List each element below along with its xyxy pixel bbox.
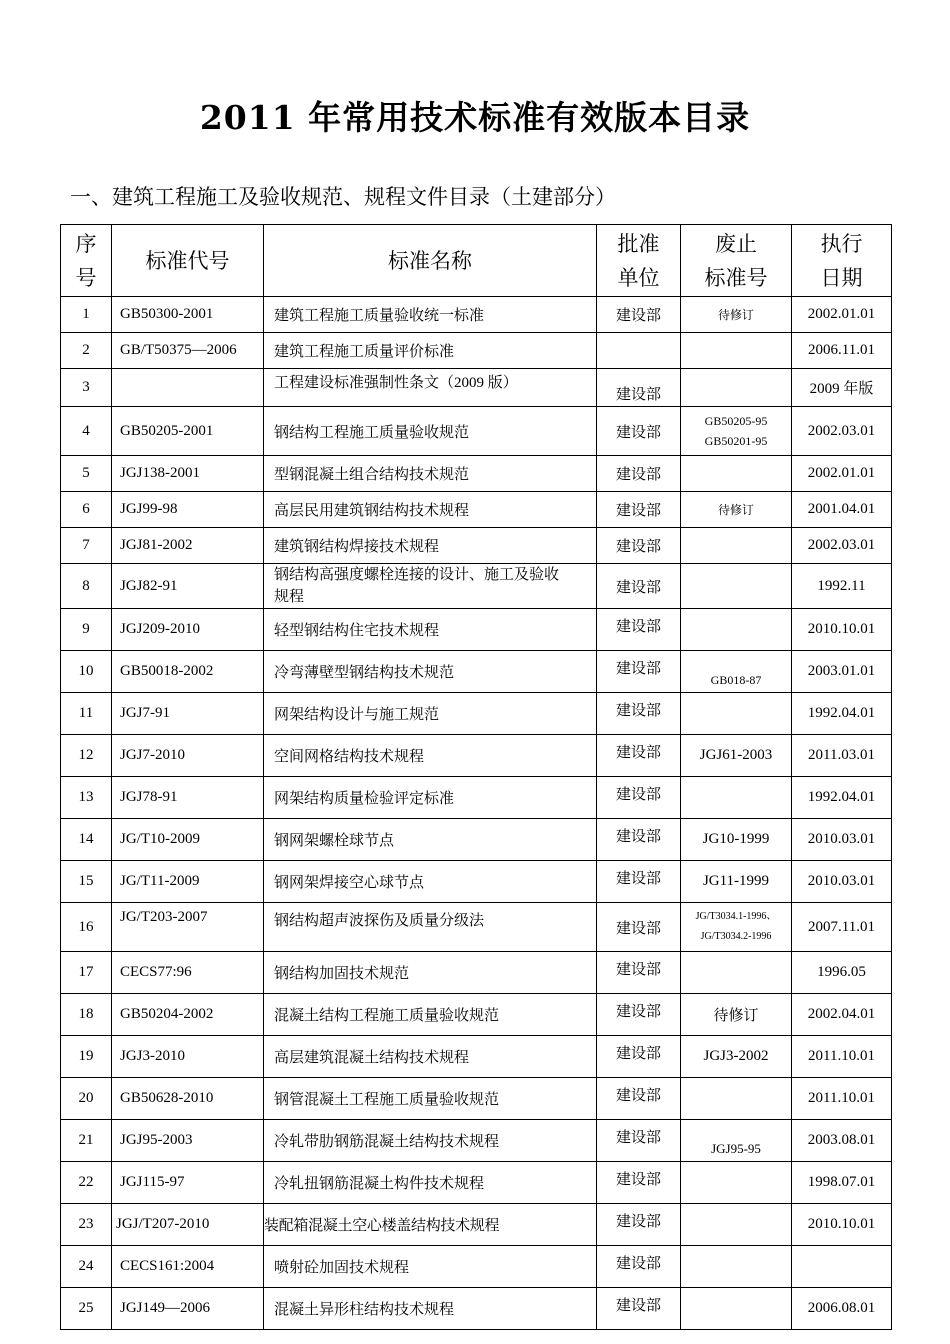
- replaced-standard: [681, 456, 792, 492]
- standard-name: 空间网格结构技术规程: [264, 735, 597, 777]
- standard-code: GB50205-2001: [112, 407, 264, 456]
- effective-date: 2006.08.01: [792, 1288, 892, 1330]
- standard-name: 钢结构超声波探伤及质量分级法: [264, 903, 597, 952]
- approving-unit: 建设部: [597, 1036, 681, 1078]
- standard-name: 混凝土异形柱结构技术规程: [264, 1288, 597, 1330]
- table-row: [61, 1162, 892, 1204]
- approving-unit: 建设部: [597, 861, 681, 903]
- effective-date: 2006.11.01: [792, 333, 892, 369]
- replaced-standard: [681, 1162, 792, 1204]
- approving-unit: 建设部: [597, 651, 681, 693]
- serial-number: 10: [61, 651, 112, 693]
- effective-date: 2011.03.01: [792, 735, 892, 777]
- serial-number: 17: [61, 952, 112, 994]
- effective-date: 2002.01.01: [792, 297, 892, 333]
- effective-date: 2002.04.01: [792, 994, 892, 1036]
- standard-name: 型钢混凝土组合结构技术规范: [264, 456, 597, 492]
- replaced-standard: [681, 369, 792, 407]
- table-header-row: [61, 225, 892, 297]
- table-row: [61, 735, 892, 777]
- section-heading: 一、建筑工程施工及验收规范、规程文件目录（土建部分）: [70, 185, 616, 209]
- standard-name: 钢结构工程施工质量验收规范: [264, 407, 597, 456]
- effective-date: 1992.11: [792, 564, 892, 609]
- standard-code: CECS77:96: [112, 952, 264, 994]
- approving-unit: 建设部: [597, 777, 681, 819]
- standard-code: JGJ209-2010: [112, 609, 264, 651]
- standard-name: 高层建筑混凝土结构技术规程: [264, 1036, 597, 1078]
- replaced-standard: [681, 1246, 792, 1288]
- replaced-standard: GB50205-95 GB50201-95: [681, 407, 792, 456]
- approving-unit: 建设部: [597, 456, 681, 492]
- approving-unit: 建设部: [597, 1120, 681, 1162]
- serial-number: 3: [61, 369, 112, 407]
- standard-code: JGJ78-91: [112, 777, 264, 819]
- serial-number: 20: [61, 1078, 112, 1120]
- table-row: [61, 1078, 892, 1120]
- effective-date: 2003.01.01: [792, 651, 892, 693]
- table-row: [61, 1204, 892, 1246]
- effective-date: 1992.04.01: [792, 693, 892, 735]
- replaced-standard: [681, 693, 792, 735]
- replaced-standard: 待修订: [681, 994, 792, 1036]
- approving-unit: 建设部: [597, 1288, 681, 1330]
- replaced-standard: [681, 333, 792, 369]
- serial-number: 21: [61, 1120, 112, 1162]
- table-row: [61, 407, 892, 456]
- effective-date: 2010.10.01: [792, 609, 892, 651]
- header-standard-name: 标准名称: [264, 225, 597, 297]
- replaced-standard: [681, 528, 792, 564]
- header-approving-unit: 批准 单位: [597, 225, 681, 297]
- approving-unit: 建设部: [597, 1204, 681, 1246]
- replaced-standard: [681, 777, 792, 819]
- serial-number: 4: [61, 407, 112, 456]
- replaced-standard: 待修订: [681, 297, 792, 333]
- header-standard-code: 标准代号: [112, 225, 264, 297]
- approving-unit: 建设部: [597, 492, 681, 528]
- standard-code: JG/T203-2007: [112, 903, 264, 952]
- serial-number: 2: [61, 333, 112, 369]
- replaced-standard: JG10-1999: [681, 819, 792, 861]
- table-row: [61, 777, 892, 819]
- standard-code: GB50300-2001: [112, 297, 264, 333]
- standard-name: 工程建设标准强制性条文（2009 版）: [264, 369, 597, 407]
- header-replaced-standard: 废止 标准号: [681, 225, 792, 297]
- serial-number: 19: [61, 1036, 112, 1078]
- table-row: [61, 492, 892, 528]
- standard-code: GB/T50375—2006: [112, 333, 264, 369]
- approving-unit: [597, 333, 681, 369]
- serial-number: 22: [61, 1162, 112, 1204]
- serial-number: 14: [61, 819, 112, 861]
- table-row: [61, 994, 892, 1036]
- effective-date: 2010.03.01: [792, 819, 892, 861]
- table-row: [61, 952, 892, 994]
- effective-date: 2002.01.01: [792, 456, 892, 492]
- standard-code: JGJ95-2003: [112, 1120, 264, 1162]
- standard-code: JG/T11-2009: [112, 861, 264, 903]
- effective-date: 1998.07.01: [792, 1162, 892, 1204]
- effective-date: 2002.03.01: [792, 407, 892, 456]
- table-row: [61, 651, 892, 693]
- standard-code: CECS161:2004: [112, 1246, 264, 1288]
- table-row: [61, 1120, 892, 1162]
- standard-code: GB50204-2002: [112, 994, 264, 1036]
- replaced-standard: [681, 1288, 792, 1330]
- table-row: [61, 333, 892, 369]
- standard-name: 轻型钢结构住宅技术规程: [264, 609, 597, 651]
- standard-code: [112, 369, 264, 407]
- replaced-standard: [681, 609, 792, 651]
- replaced-standard: [681, 564, 792, 609]
- standard-name: 建筑工程施工质量验收统一标准: [264, 297, 597, 333]
- standard-code: JGJ82-91: [112, 564, 264, 609]
- approving-unit: 建设部: [597, 735, 681, 777]
- page-title: 2011 年常用技术标准有效版本目录: [199, 98, 751, 137]
- serial-number: 7: [61, 528, 112, 564]
- approving-unit: 建设部: [597, 952, 681, 994]
- effective-date: 2003.08.01: [792, 1120, 892, 1162]
- standard-name: 钢结构加固技术规范: [264, 952, 597, 994]
- replaced-standard: JGJ95-95: [681, 1120, 792, 1162]
- standard-name: 钢结构高强度螺栓连接的设计、施工及验收 规程: [264, 564, 597, 609]
- serial-number: 9: [61, 609, 112, 651]
- serial-number: 23: [61, 1204, 112, 1246]
- serial-number: 13: [61, 777, 112, 819]
- approving-unit: 建设部: [597, 994, 681, 1036]
- replaced-standard: [681, 1078, 792, 1120]
- replaced-standard: JG/T3034.1-1996、 JG/T3034.2-1996: [681, 903, 792, 952]
- effective-date: 2007.11.01: [792, 903, 892, 952]
- effective-date: 2011.10.01: [792, 1078, 892, 1120]
- approving-unit: 建设部: [597, 564, 681, 609]
- standard-name: 建筑工程施工质量评价标准: [264, 333, 597, 369]
- table-row: [61, 369, 892, 407]
- effective-date: 2011.10.01: [792, 1036, 892, 1078]
- table-row: [61, 456, 892, 492]
- standard-code: JG/T10-2009: [112, 819, 264, 861]
- approving-unit: 建设部: [597, 297, 681, 333]
- approving-unit: 建设部: [597, 1162, 681, 1204]
- standard-code: JGJ99-98: [112, 492, 264, 528]
- standard-code: JGJ7-2010: [112, 735, 264, 777]
- effective-date: [792, 1246, 892, 1288]
- approving-unit: 建设部: [597, 407, 681, 456]
- standard-code: JGJ115-97: [112, 1162, 264, 1204]
- table-row: [61, 297, 892, 333]
- standard-code: GB50628-2010: [112, 1078, 264, 1120]
- standard-code: JGJ138-2001: [112, 456, 264, 492]
- replaced-standard: 待修订: [681, 492, 792, 528]
- standard-name: 冷轧带肋钢筋混凝土结构技术规程: [264, 1120, 597, 1162]
- effective-date: 1992.04.01: [792, 777, 892, 819]
- table-row: [61, 1288, 892, 1330]
- serial-number: 6: [61, 492, 112, 528]
- table-row: [61, 819, 892, 861]
- serial-number: 25: [61, 1288, 112, 1330]
- approving-unit: 建设部: [597, 903, 681, 952]
- standard-code: JGJ3-2010: [112, 1036, 264, 1078]
- table-row: [61, 861, 892, 903]
- effective-date: 2010.03.01: [792, 861, 892, 903]
- serial-number: 5: [61, 456, 112, 492]
- replaced-standard: GB018-87: [681, 651, 792, 693]
- table-row: [61, 528, 892, 564]
- standard-code: GB50018-2002: [112, 651, 264, 693]
- standard-code: JGJ/T207-2010: [112, 1204, 264, 1246]
- effective-date: 2009 年版: [792, 369, 892, 407]
- header-effective-date: 执行 日期: [792, 225, 892, 297]
- standard-name: 高层民用建筑钢结构技术规程: [264, 492, 597, 528]
- standard-name: 冷弯薄壁型钢结构技术规范: [264, 651, 597, 693]
- effective-date: 2010.10.01: [792, 1204, 892, 1246]
- approving-unit: 建设部: [597, 609, 681, 651]
- table-row: [61, 693, 892, 735]
- approving-unit: 建设部: [597, 369, 681, 407]
- standard-name: 钢网架螺栓球节点: [264, 819, 597, 861]
- standard-name: 混凝土结构工程施工质量验收规范: [264, 994, 597, 1036]
- approving-unit: 建设部: [597, 1246, 681, 1288]
- table-row: [61, 609, 892, 651]
- replaced-standard: JGJ61-2003: [681, 735, 792, 777]
- standard-name: 装配箱混凝土空心楼盖结构技术规程: [264, 1204, 597, 1246]
- replaced-standard: JGJ3-2002: [681, 1036, 792, 1078]
- serial-number: 12: [61, 735, 112, 777]
- serial-number: 8: [61, 564, 112, 609]
- effective-date: 2001.04.01: [792, 492, 892, 528]
- serial-number: 16: [61, 903, 112, 952]
- standard-name: 网架结构质量检验评定标准: [264, 777, 597, 819]
- standard-name: 钢管混凝土工程施工质量验收规范: [264, 1078, 597, 1120]
- table-row: [61, 903, 892, 952]
- standard-code: JGJ81-2002: [112, 528, 264, 564]
- standard-code: JGJ149—2006: [112, 1288, 264, 1330]
- serial-number: 18: [61, 994, 112, 1036]
- standard-name: 网架结构设计与施工规范: [264, 693, 597, 735]
- effective-date: 1996.05: [792, 952, 892, 994]
- serial-number: 11: [61, 693, 112, 735]
- effective-date: 2002.03.01: [792, 528, 892, 564]
- standard-name: 建筑钢结构焊接技术规程: [264, 528, 597, 564]
- header-serial-number: 序 号: [61, 225, 112, 297]
- standards-table: [60, 224, 892, 1330]
- replaced-standard: [681, 952, 792, 994]
- standard-name: 喷射砼加固技术规程: [264, 1246, 597, 1288]
- table-row: [61, 1036, 892, 1078]
- standard-code: JGJ7-91: [112, 693, 264, 735]
- table-row: [61, 1246, 892, 1288]
- approving-unit: 建设部: [597, 693, 681, 735]
- standard-name: 钢网架焊接空心球节点: [264, 861, 597, 903]
- replaced-standard: [681, 1204, 792, 1246]
- table-row: [61, 564, 892, 609]
- standard-name: 冷轧扭钢筋混凝土构件技术规程: [264, 1162, 597, 1204]
- approving-unit: 建设部: [597, 1078, 681, 1120]
- approving-unit: 建设部: [597, 528, 681, 564]
- serial-number: 24: [61, 1246, 112, 1288]
- serial-number: 1: [61, 297, 112, 333]
- replaced-standard: JG11-1999: [681, 861, 792, 903]
- serial-number: 15: [61, 861, 112, 903]
- approving-unit: 建设部: [597, 819, 681, 861]
